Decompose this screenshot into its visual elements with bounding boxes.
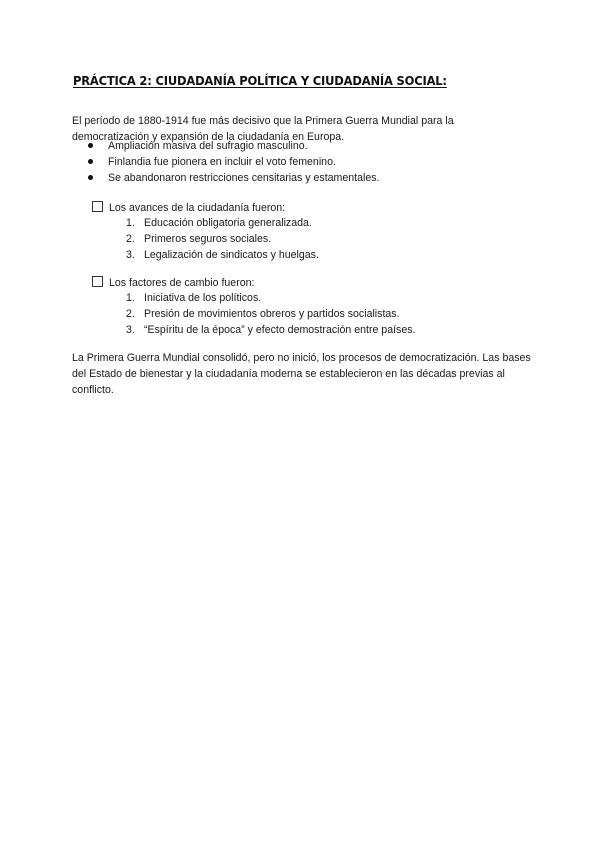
list-number: 2. xyxy=(126,233,135,245)
bullet-icon xyxy=(88,175,93,180)
conclusion-paragraph: La Primera Guerra Mundial consolidó, pero no inició, los procesos de democratización. Las bases del Estado de bienestar y la ciudadanía moderna se establecieron en las décadas previas al conflicto. xyxy=(72,352,531,396)
list-item xyxy=(126,215,319,231)
list-number: 3. xyxy=(126,249,135,261)
list-text: Primeros seguros sociales. xyxy=(144,233,272,245)
list-item xyxy=(88,138,379,154)
list-number: 1. xyxy=(126,217,135,229)
intro-paragraph: El período de 1880-1914 fue más decisivo que la Primera Guerra Mundial para la democratización y expansión de la ciudadanía en Europa. xyxy=(72,115,454,143)
list-item xyxy=(126,306,415,322)
bullet-text: Finlandia fue pionera en incluir el voto femenino. xyxy=(108,156,336,168)
checklist-heading: Los factores de cambio fueron: xyxy=(109,277,255,289)
bullet-icon xyxy=(88,143,93,148)
list-number: 1. xyxy=(126,292,135,304)
list-text: Legalización de sindicatos y huelgas. xyxy=(144,249,319,261)
list-text: “Espíritu de la época” y efecto demostración entre países. xyxy=(144,324,416,336)
document-title: PRÁCTICA 2: CIUDADANÍA POLÍTICA Y CIUDADANÍA SOCIAL: xyxy=(73,73,447,88)
checklist-item-factores[interactable] xyxy=(92,275,254,291)
checkbox-icon[interactable] xyxy=(92,201,103,212)
list-text: Iniciativa de los políticos. xyxy=(144,292,262,304)
list-item xyxy=(126,322,415,338)
bullet-list xyxy=(88,138,379,186)
checklist-item-avances[interactable] xyxy=(92,200,285,216)
checkbox-icon[interactable] xyxy=(92,276,103,287)
numbered-list-factores xyxy=(126,290,415,338)
checklist-heading: Los avances de la ciudadanía fueron: xyxy=(109,202,286,214)
list-item xyxy=(126,247,319,263)
bullet-icon xyxy=(88,159,93,164)
list-item xyxy=(88,170,379,186)
list-item xyxy=(126,290,415,306)
list-number: 3. xyxy=(126,324,135,336)
bullet-text: Ampliación masiva del sufragio masculino. xyxy=(108,140,308,152)
list-item xyxy=(88,154,379,170)
bullet-text: Se abandonaron restricciones censitarias y estamentales. xyxy=(108,172,380,184)
list-number: 2. xyxy=(126,308,135,320)
list-text: Presión de movimientos obreros y partidos socialistas. xyxy=(144,308,400,320)
list-text: Educación obligatoria generalizada. xyxy=(144,217,312,229)
list-item xyxy=(126,231,319,247)
numbered-list-avances xyxy=(126,215,319,263)
